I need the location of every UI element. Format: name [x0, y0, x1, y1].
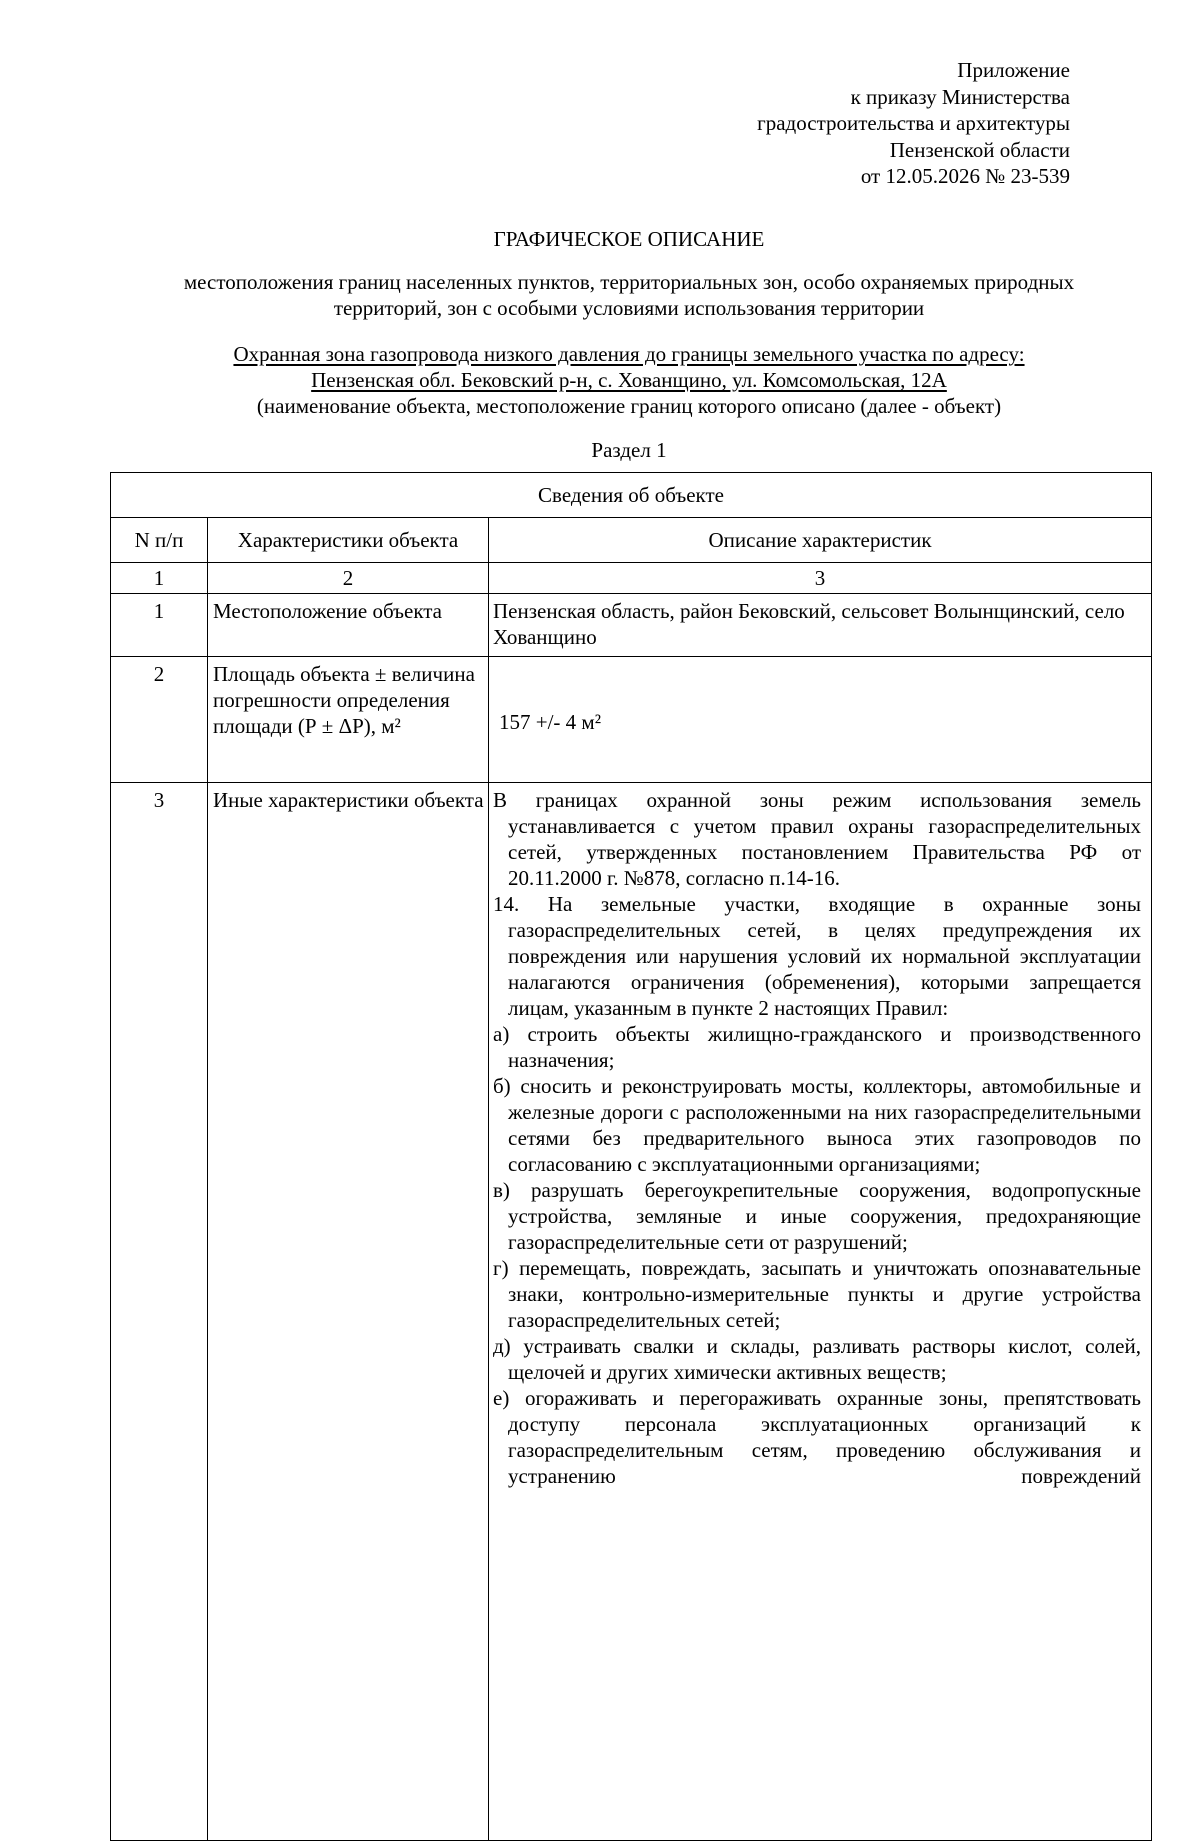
- section-title: Раздел 1: [591, 438, 667, 462]
- object-name-block: [110, 341, 1148, 419]
- description-paragraph: а) строить объекты жилищно-гражданского и производственного назначения;: [493, 1022, 1141, 1072]
- description-paragraph: в) разрушать берегоукрепительные сооружения, водопропускные устройства, земляные и иные сооружения, предохраняющие газораспределительные сети от разрушений;: [493, 1178, 1141, 1254]
- header-description: Описание характеристик: [489, 518, 1152, 563]
- subtitle-line: территорий, зон с особыми условиями использования территории: [333, 296, 925, 320]
- table-column-numbers-row: [111, 563, 1152, 594]
- description-paragraph: г) перемещать, повреждать, засыпать и уничтожать опознавательные знаки, контрольно-измерительные пункты и другие устройства газораспределительных сетей;: [493, 1256, 1141, 1332]
- object-address-text: Пензенская обл. Бековский р-н, с. Хованщино, ул. Комсомольская, 12А: [311, 368, 947, 392]
- appendix-line: Пензенской области: [889, 137, 1070, 162]
- table-header-row: [111, 518, 1152, 563]
- table-caption-row: [111, 473, 1152, 518]
- object-info-table: [110, 472, 1152, 1841]
- appendix-line: к приказу Министерства: [850, 84, 1070, 109]
- object-name-note: (наименование объекта, местоположение границ которого описано (далее - объект): [256, 394, 1002, 418]
- table-row: [111, 783, 1152, 1841]
- object-name-text: Охранная зона газопровода низкого давления до границы земельного участка по адресу:: [233, 342, 1025, 366]
- column-number: 2: [208, 563, 489, 594]
- object-name-line: [110, 341, 1148, 367]
- header-characteristic: Характеристики объекта: [208, 518, 489, 563]
- document-subtitle: [110, 269, 1148, 321]
- appendix-block: [757, 57, 1070, 190]
- object-address-line: [110, 367, 1148, 393]
- description-paragraph: б) сносить и реконструировать мосты, коллекторы, автомобильные и железные дороги с расположенными на них газораспределительными сетями без предварительного выноса этих газопроводов по согласованию с эксплуатационными организациями;: [493, 1074, 1141, 1176]
- column-number: 3: [489, 563, 1152, 594]
- appendix-date-number: от 12.05.2026 № 23-539: [860, 164, 1070, 188]
- document-title: ГРАФИЧЕСКОЕ ОПИСАНИЕ: [493, 227, 765, 251]
- table-row: [111, 657, 1152, 783]
- row-description: [489, 783, 1152, 1841]
- row-characteristic: Площадь объекта ± величина погрешности определения площади (Р ± ΔР), м²: [208, 657, 489, 783]
- table-caption: Сведения об объекте: [111, 473, 1152, 518]
- appendix-line: градостроительства и архитектуры: [757, 111, 1070, 135]
- row-characteristic: Иные характеристики объекта: [208, 783, 489, 1841]
- table-row: [111, 594, 1152, 657]
- header-num: N п/п: [111, 518, 208, 563]
- description-paragraph: д) устраивать свалки и склады, разливать растворы кислот, солей, щелочей и других химически активных веществ;: [493, 1334, 1141, 1384]
- row-characteristic: Местоположение объекта: [208, 594, 489, 657]
- description-paragraph: В границах охранной зоны режим использования земель устанавливается с учетом правил охраны газораспределительных сетей, утвержденных постановлением Правительства РФ от 20.11.2000 г. №878, согласно п.14-16.: [493, 788, 1141, 890]
- row-number: 1: [111, 594, 208, 657]
- row-description: 157 +/- 4 м²: [489, 657, 1152, 783]
- row-number: 2: [111, 657, 208, 783]
- description-paragraph: е) огораживать и перегораживать охранные зоны, препятствовать доступу персонала эксплуатационных организаций к газораспределительным сетям, проведению обслуживания и устранению повреждений: [493, 1386, 1141, 1488]
- row-number: 3: [111, 783, 208, 1841]
- subtitle-line: местоположения границ населенных пунктов, территориальных зон, особо охраняемых природных: [183, 270, 1075, 294]
- description-paragraph: 14. На земельные участки, входящие в охранные зоны газораспределительных сетей, в целях предупреждения их повреждения или нарушения условий их нормальной эксплуатации налагаются ограничения (обременения), которыми запрещается лицам, указанным в пункте 2 настоящих Правил:: [493, 892, 1141, 1020]
- row-description: Пензенская область, район Бековский, сельсовет Волынщинский, село Хованщино: [489, 594, 1152, 657]
- appendix-line: Приложение: [957, 58, 1070, 82]
- column-number: 1: [111, 563, 208, 594]
